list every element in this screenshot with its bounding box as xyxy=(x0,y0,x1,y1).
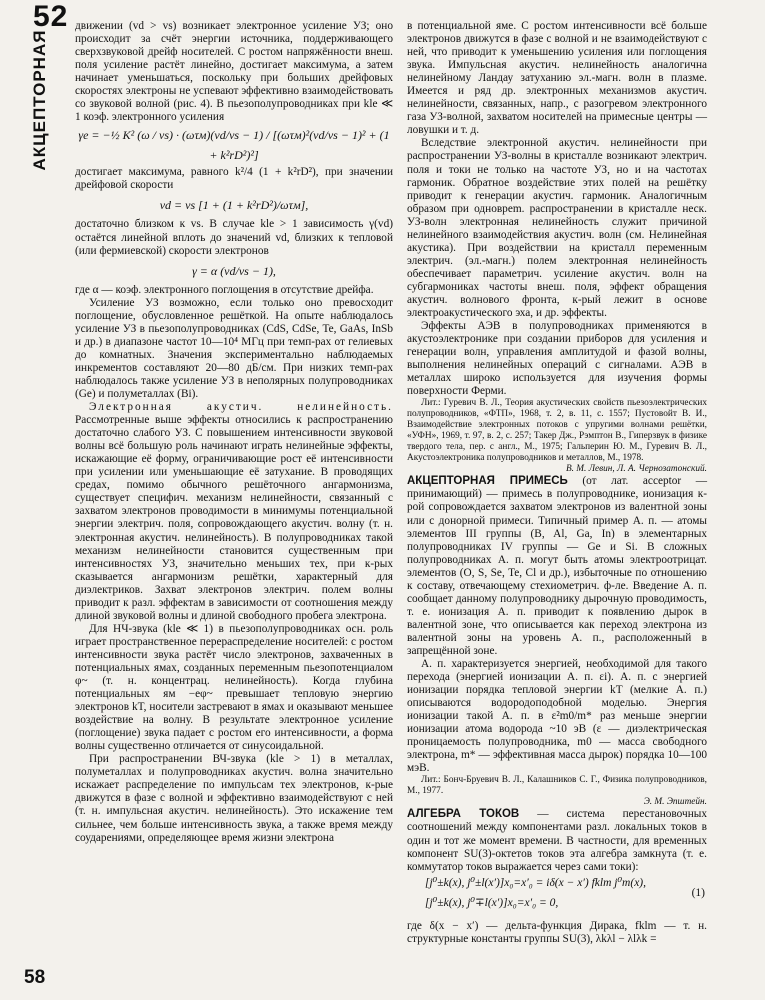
paragraph: Усиление УЗ возможно, если только оно превосходит поглощение, обусловленное решёткой. На опыте наблюдалось усиление УЗ в пьезополупроводниках (CdS, CdSe, Te, GaAs, InSb и др.) в диапазоне частот 10—10⁴ МГц при темп-рах от гелиевых до комнатных. Значения экспериментально наблюдаемых инкрементов составляют 20—80 дБ/см. При низких темп-рах наблюдалось также усиление УЗ в неполярных полупроводниках (Ge) и полуметаллах (Bi). xyxy=(75,296,393,400)
paragraph: где δ(x − x′) — дельта-функция Дирака, fklm — т. н. структурные константы группы SU(3), λkλl − λlλk = xyxy=(407,919,707,945)
entry-text: — система перестановочных соотношений между компонентами разл. локальных токов в один и тот же момент времени. В частности, для временных компонент SU(3)-октетов токов эта алгебра замкнута (т. е. коммутатор токов выражается через сами токи): xyxy=(407,808,707,873)
entry xyxy=(407,475,707,658)
paragraph: где α — коэф. электронного поглощения в отсутствие дрейфа. xyxy=(75,283,374,296)
left-column xyxy=(75,20,393,845)
formula-linear-gain: γ = α (vd/vs − 1), xyxy=(192,263,276,278)
running-head-text: АКЦЕПТОРНАЯ xyxy=(30,29,49,171)
paragraph: Вследствие электронной акустич. нелинейности при распространении УЗ-волны в кристалле возникают электрич. поля и токи не только на частоте УЗ, но и на частотах гармоник. Обратное воздействие этих полей на решётку приводит к генерации акустич. гармоник. Аналогичным образом при одновреm. распространении в кристалле неск. УЗ-волн электронная нелинейность служит причиной нелинейного взаимодействия акустич. волн (см. Нелинейная акустика). При воздействии на кристалл переменным электрич. (эл.-магн.) полем электронная нелинейность обеспечивает параметрич. усиление акустич. волн на субгармониках частоты внеш. поля, эффект обращения акустич. волнового фронта, к-рый лежит в основе электроакустического эха, и др. эффекты. xyxy=(407,137,707,320)
paragraph xyxy=(75,401,393,623)
author-signature: В. М. Левин, Л. А. Чернозатонский. xyxy=(565,464,707,475)
paragraph: достигает максимума, равного k²/4 (1 + k²rD²), при значении дрейфовой скорости xyxy=(75,166,393,192)
equation-number: (1) xyxy=(691,886,705,899)
formula-line-2: [j⁰±k(x), j⁰∓l(x′)]x₀=x′₀ = 0, xyxy=(425,896,559,909)
paragraph: А. п. характеризуется энергией, необходимой для такого перехода (энергией ионизации А. п. εi). А. п. с энергией ионизации порядка тепловой энергии kT (мелкие А. п.) описываются водородоподобной моделью. Энергия ионизации такой А. п. в ε²m0/m* раз меньше энергии ионизации атома водорода ~10 эВ (ε — диэлектрическая проницаемость полупроводника, m0 — масса свободного электрона, m* — эффективная масса дырок) порядка 10—100 мэВ. xyxy=(407,658,707,775)
formula-gain: γe = −½ K² (ω / vs) · (ωτм)(vd/vs − 1) / [(ωτм)²(vd/vs − 1)² + (1 + k²rD²)²] xyxy=(78,128,390,163)
entry-headword: АКЦЕПТОРНАЯ ПРИМЕСЬ xyxy=(407,475,568,488)
paragraph: в потенциальной яме. С ростом интенсивности всё больше электронов движутся в фазе с волной и не взаимодействуют с ней, что приводит к уменьшению усиления или поглощения звука. Импульсная акустич. нелинейность аналогична нелинейному Ландау затуханию эл.-магн. волн в плазме. Имеется и ряд др. электронных механизмов акустич. нелинейности, связанных, напр., с разогревом электронного газа УЗ-волной, захватом носителей на примесные центры — ловушки и т. д. xyxy=(407,20,707,137)
literature-references: Лит.: Бонч-Бруевич В. Л., Калашников С. Г., Физика полупроводников, М., 1977. xyxy=(407,775,707,797)
formula-drift-velocity: vd = vs [1 + (1 + k²rD²)/ωτм], xyxy=(159,198,309,213)
entry xyxy=(407,808,707,873)
paragraph: При распространении ВЧ-звука (klе > 1) в металлах, полуметаллах и полупроводниках акустич. волна значительно искажает распределение по импульсам тех электронов, к-рые движутся в фазе с волной и эффективно взаимодействуют с ней (т. н. импульсная акустич. нелинейность). Это искажение тем сильнее, чем больше интенсивность звука, а также время между соударениями, определяющее время жизни электрона xyxy=(75,753,393,844)
running-head xyxy=(20,29,60,171)
right-column xyxy=(407,20,707,946)
entry-text: (от лат. acceptor — принимающий) — примесь в полупроводнике, ионизация к-рой сопровождается захватом электронов из валентной зоны или с донорной примеси. Типичный пример А. п. — атомы элементов III группы (B, Al, Ga, In) в элементарных полупроводниках IV группы — Ge и Si. В сложных полупроводниках А. п. могут быть атомы электроотрицат. элементов (O, S, Se, Te, Cl и др.), избыточные по отношению к составу, отвечающему стехиометрич. ф-ле. Введение А. п. сообщает данному полупроводнику дырочную проводимость, т. е. ионизация А. п. приводит к появлению дырок в валентной зоне, что описывается как переход электрона из валентной зоны на уровень А. п., расположенный в запрещённой зоне. xyxy=(407,475,708,657)
paragraph-text: Рассмотренные выше эффекты относились к распространению достаточно слабого УЗ. С повышением интенсивности звуковой волны всё большую роль начинают играть нелинейные эффекты, искажающие её форму, ограничивающие рост её интенсивности при усилении или уменьшающие её затухание. В проводящих средах, помимо обычного решёточного ангармонизма, существует специфич. механизм нелинейности, связанный с захватом электронов проводимости в минимумы потенциальной энергии электрич. поля, сопровождающего акустич. волну (т. н. электронная акустич. нелинейность). В полупроводниках такой механизм нелинейности становится существенным при интенсивностях УЗ, значительно меньших тех, при к-рых сказывается ангармонизм решётки, характерный для диэлектриков. Захват электронов электрич. полем волны приводит к разл. эффектам в зависимости от соотношения между длиной звуковой волны и длиной свободного пробега электрона. xyxy=(75,414,393,622)
subsection-title: Электронная акустич. нелинейность. xyxy=(89,401,393,414)
paragraph: Для НЧ-звука (klе ≪ 1) в пьезополупроводниках осн. роль играет пространственное перераспределение носителей: с ростом интенсивности звука растёт число электронов, захваченных в потенциальных ямах, созданных переменным пьезопотенциалом φ~ (т. н. концентрац. нелинейность). Когда глубина потенциальных ям −eφ~ превышает тепловую энергию электронов kT, носители застревают в ямах и оказывают меньшее воздействие на волну. В результате электронное усиление (поглощение) звука падает с ростом его интенсивности, а форма волны существенно отличается от синусоидальной. xyxy=(75,622,393,753)
formula-line-1: [j⁰±k(x), j⁰±l(x′)]x₀=x′₀ = iδ(x − x′) fklm j⁰m(x), xyxy=(425,876,646,889)
page-number-top: 52 xyxy=(33,0,69,33)
page-number-bottom: 58 xyxy=(24,967,46,988)
literature-references: Лит.: Гуревич В. Л., Теория акустических свойств пьезоэлектрических полупроводников, «ФТП», 1968, т. 2, в. 11, с. 1557; Пустовойт В. И., Взаимодействие электронных потоков с упругими волнами решётки, «УФН», 1969, т. 97, в. 2, с. 257; Такер Дж., Рэмптон В., Гиперзвук в физике твердого тела, пер. с англ., М., 1975; Гальперин Ю. М., Гуревич В. Л., Акустоэлектроника полупроводников и металлов, М., 1978. xyxy=(407,398,707,464)
paragraph: Эффекты АЭВ в полупроводниках применяются в акустоэлектронике при создании приборов для усиления и генерации волн, управления амплитудой и фазой волны, выполнения нелинейных операций с сигналами. АЭВ в металлах широко используется для изучения формы поверхности Ферми. xyxy=(407,320,707,398)
entry-headword: АЛГЕБРА ТОКОВ xyxy=(407,808,520,821)
paragraph: движении (vd > vs) возникает электронное усиление УЗ; оно происходит за счёт энергии источника, поддерживающего сверхзвуковой дрейф носителей. С ростом напряжённости внеш. поля усиление растёт линейно, достигает максимума, а затем начинает уменьшаться, поскольку при больших дрейфовых скоростях электроны не успевают эффективно взаимодействовать со звуковой волной (рис. 4). В пьезополупроводниках при klе ≪ 1 коэф. электронного усиления xyxy=(75,20,393,124)
author-signature: Э. М. Эпштейн. xyxy=(643,797,707,808)
paragraph: достаточно близком к vs. В случае klе > 1 зависимость γ(vd) остаётся линейной вплоть до значений vd, близких к тепловой (или фермиевской) скорости электронов xyxy=(75,218,393,257)
formula-current-algebra xyxy=(407,877,707,917)
